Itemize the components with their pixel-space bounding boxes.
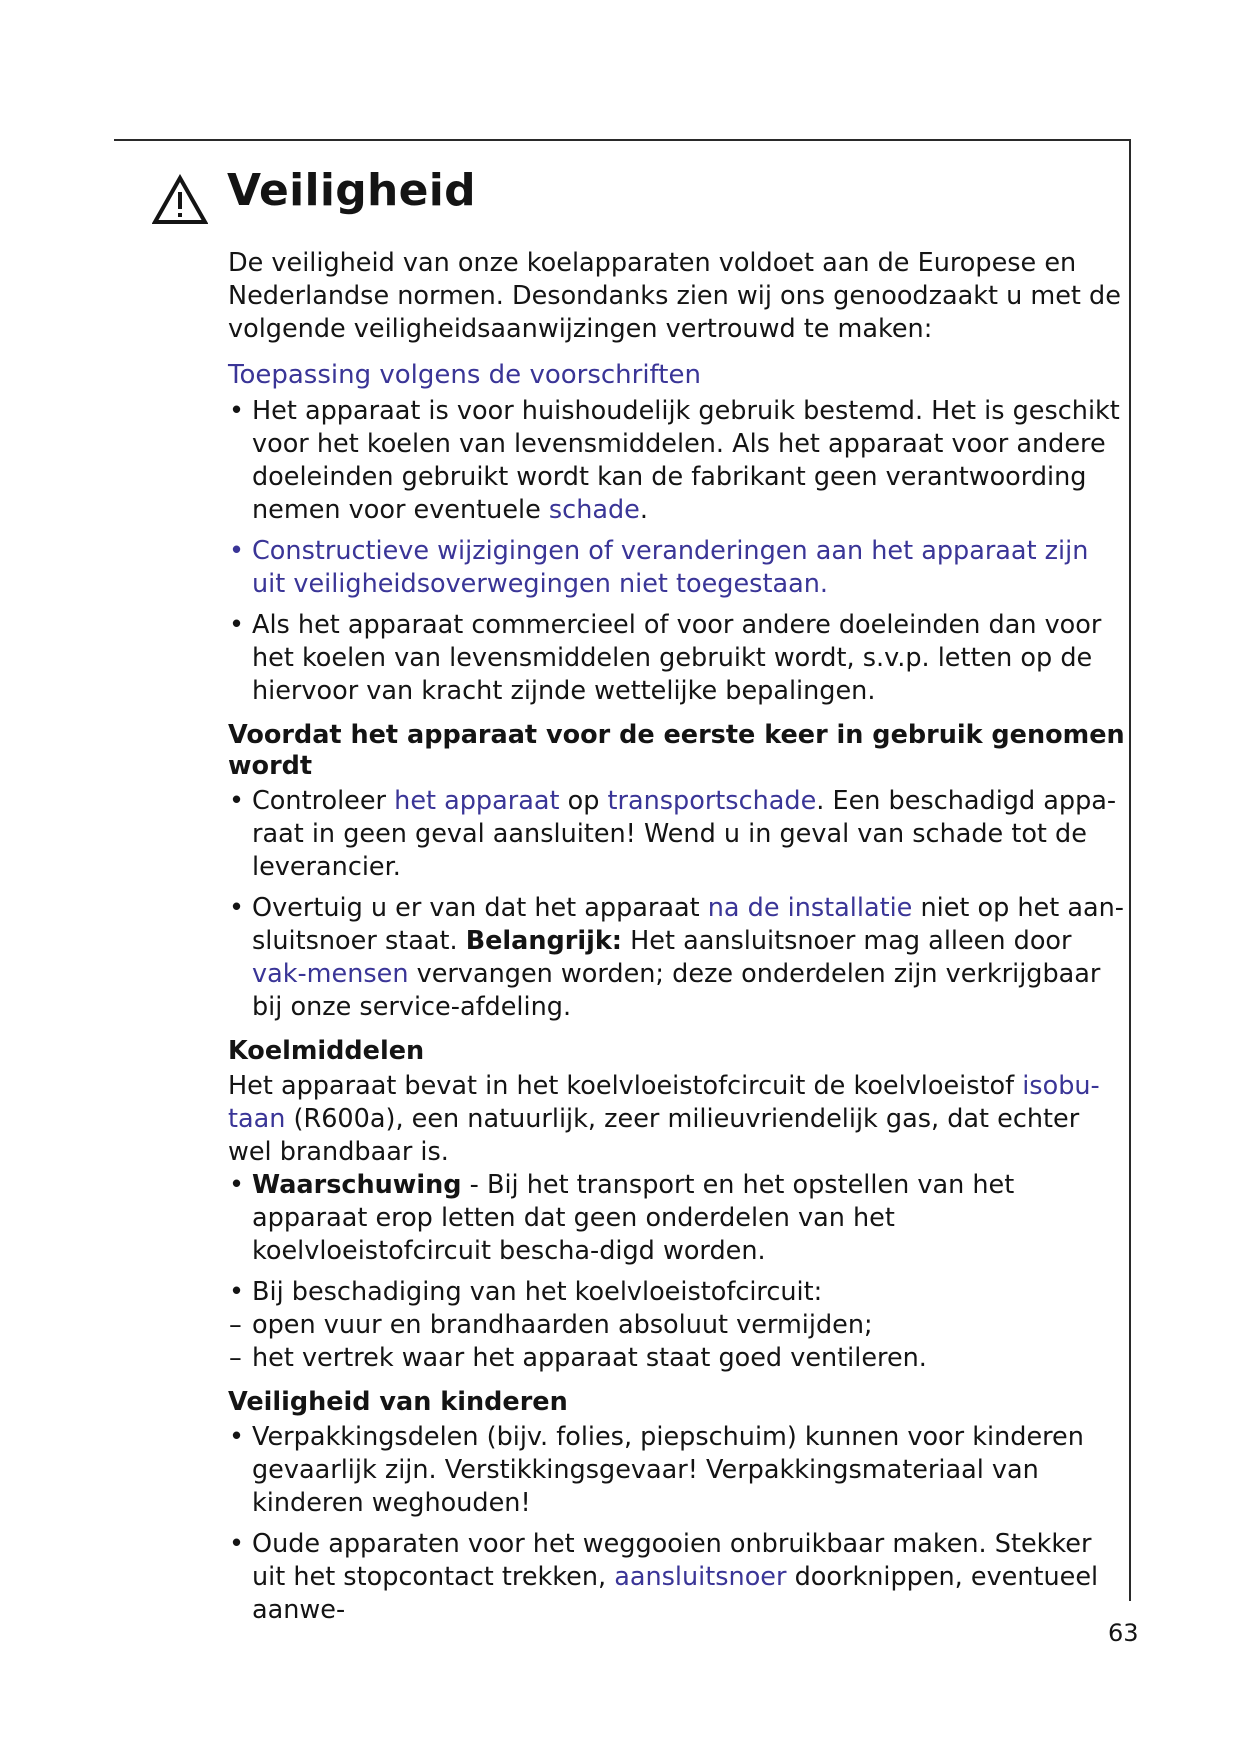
page-title: Veiligheid: [227, 165, 476, 216]
list-item: • Oude apparaten voor het weggooien onbruikbaar maken. Stekker uit het stopcontact trekken, aansluitsnoer doorknippen, eventueel aanwe-: [228, 1528, 1128, 1627]
highlight-term: vak-mensen: [252, 959, 409, 989]
heading-eerste-gebruik: Voordat het apparaat voor de eerste keer in gebruik genomen wordt: [228, 720, 1125, 781]
content: [228, 247, 1128, 1635]
highlight-term: na de installatie: [707, 893, 913, 923]
list-item: • Bij beschadiging van het koelvloeistofcircuit:: [228, 1276, 1128, 1309]
right-rule: [1129, 139, 1131, 1601]
highlight-term: schade: [548, 495, 640, 525]
list-item: • Controleer het apparaat op transportschade. Een beschadigd appa-raat in geen geval aansluiten! Wend u in geval van schade tot de leverancier.: [228, 785, 1128, 884]
highlight-term: isobu-taan: [228, 1071, 1100, 1134]
highlight-term: transportschade: [607, 786, 817, 816]
top-rule: [114, 139, 1131, 141]
list-item: • Overtuig u er van dat het apparaat na de installatie niet op het aan-sluitsnoer staat. Belangrijk: Het aansluitsnoer mag alleen door vak-mensen vervangen worden; deze onderdelen zijn verkrijgbaar bij onze service-afdeling.: [228, 892, 1128, 1024]
important-label: Belangrijk:: [465, 926, 622, 956]
list-item: • Verpakkingsdelen (bijv. folies, piepschuim) kunnen voor kinderen gevaarlijk zijn. Verstikkingsgevaar! Verpakkingsmateriaal van kinderen weghouden!: [228, 1421, 1128, 1520]
highlight-term: aansluitsnoer: [614, 1562, 787, 1592]
heading-koelmiddelen: Koelmiddelen: [228, 1036, 425, 1066]
intro-paragraph: De veiligheid van onze koelapparaten voldoet aan de Europese en Nederlandse normen. Desondanks zien wij ons genoodzaakt u met de volgende veiligheidsaanwijzingen vertrouwd te maken:: [228, 248, 1121, 344]
heading-kinderen: Veiligheid van kinderen: [228, 1387, 568, 1417]
list-item: • Het apparaat is voor huishoudelijk gebruik bestemd. Het is geschikt voor het koelen van levensmiddelen. Als het apparaat voor andere doeleinden gebruikt wordt kan de fabrikant geen verantwoording nemen voor eventuele schade.: [228, 395, 1128, 527]
list-item: • Als het apparaat commercieel of voor andere doeleinden dan voor het koelen van levensmiddelen gebruikt wordt, s.v.p. letten op de hiervoor van kracht zijnde wettelijke bepalingen.: [228, 609, 1128, 708]
heading-toepassing: Toepassing volgens de voorschriften: [228, 360, 701, 390]
refrigerant-paragraph: Het apparaat bevat in het koelvloeistofcircuit de koelvloeistof isobu-taan (R600a), een natuurlijk, zeer milieuvriendelijk gas, dat echter wel brandbaar is.: [228, 1071, 1100, 1167]
dash-item: – open vuur en brandhaarden absoluut vermijden;: [228, 1309, 1128, 1342]
list-item: • Waarschuwing - Bij het transport en het opstellen van het apparaat erop letten dat geen onderdelen van het koelvloeistofcircuit bescha-digd worden.: [228, 1169, 1128, 1268]
warning-label: Waarschuwing: [252, 1170, 462, 1200]
warning-triangle-icon: [152, 174, 208, 226]
page-number: 63: [1108, 1619, 1139, 1647]
list-item: • Constructieve wijzigingen of veranderingen aan het apparaat zijn uit veiligheidsoverwegingen niet toegestaan.: [228, 535, 1128, 601]
highlight-term: het apparaat: [394, 786, 560, 816]
dash-item: – het vertrek waar het apparaat staat goed ventileren.: [228, 1342, 1128, 1375]
